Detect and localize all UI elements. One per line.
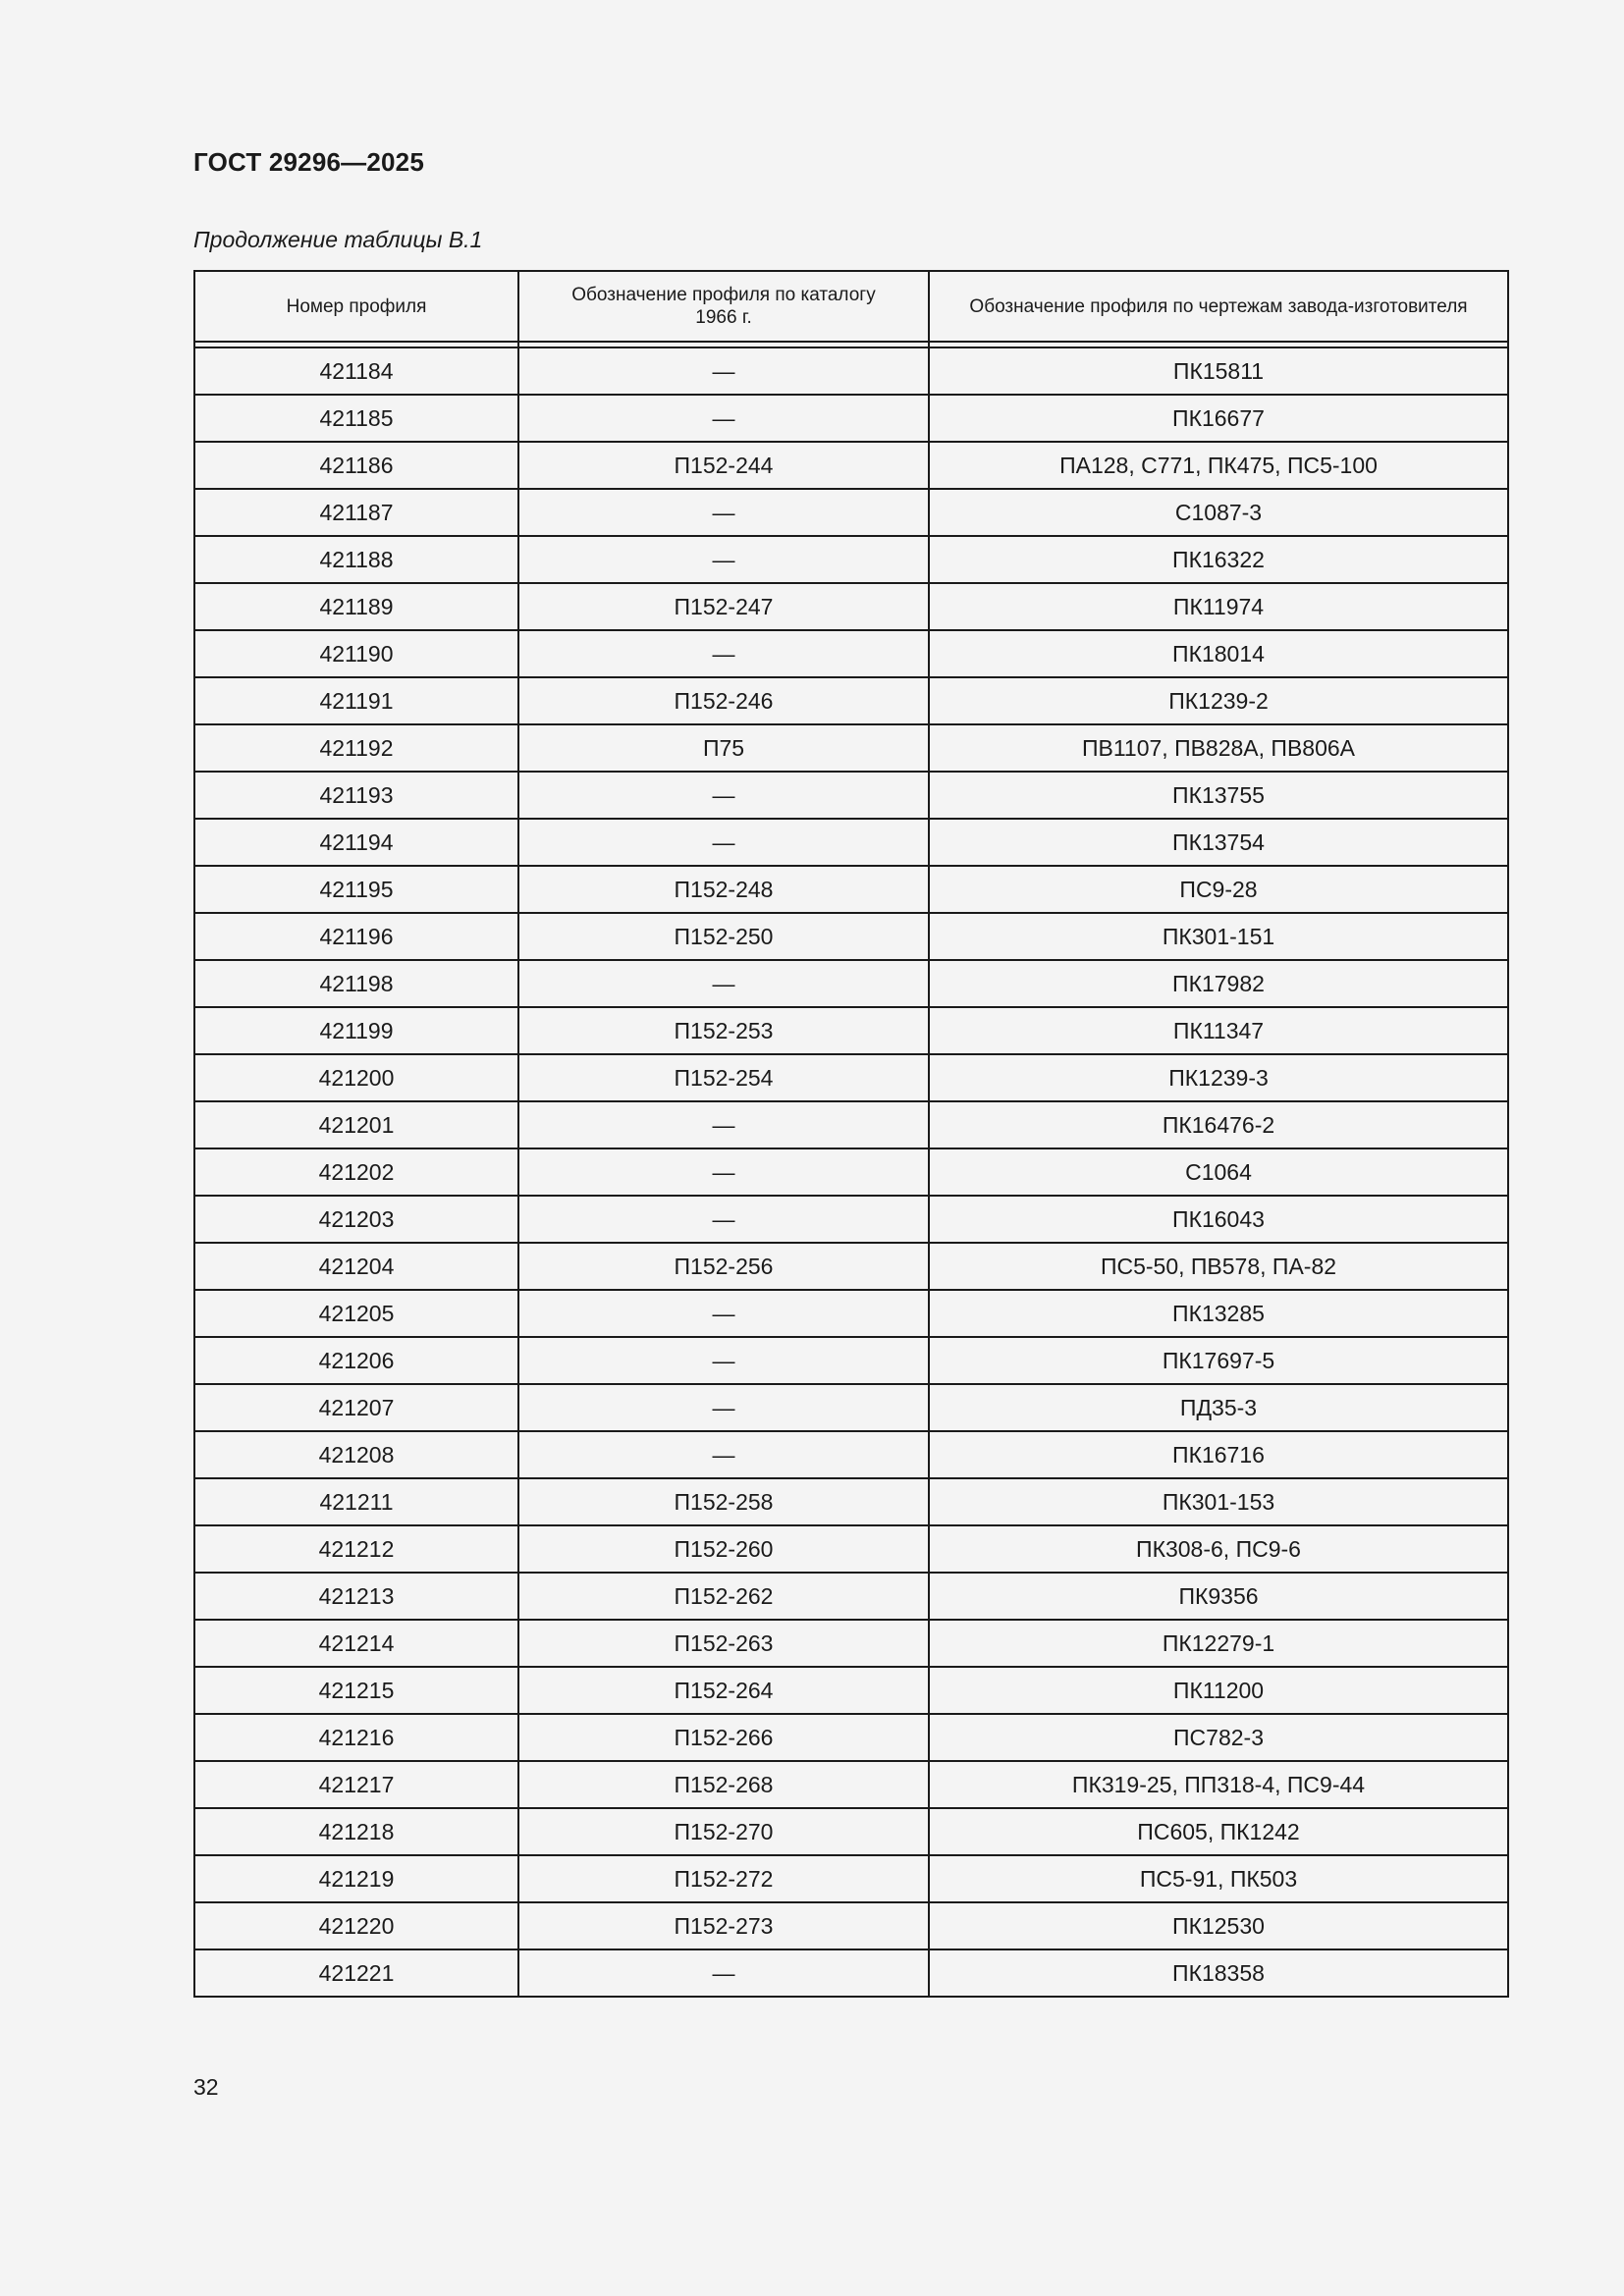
- cell-factory-designation: ПК17697-5: [929, 1337, 1508, 1384]
- cell-catalog-1966: П152-268: [518, 1761, 929, 1808]
- document-code: ГОСТ 29296—2025: [193, 147, 424, 177]
- cell-profile-number: 421205: [194, 1290, 518, 1337]
- cell-catalog-1966: —: [518, 347, 929, 395]
- cell-catalog-1966: —: [518, 630, 929, 677]
- cell-factory-designation: ПК9356: [929, 1573, 1508, 1620]
- cell-catalog-1966: П152-262: [518, 1573, 929, 1620]
- cell-catalog-1966: —: [518, 1290, 929, 1337]
- cell-factory-designation: ПК18014: [929, 630, 1508, 677]
- cell-factory-designation: ПД35-3: [929, 1384, 1508, 1431]
- cell-profile-number: 421217: [194, 1761, 518, 1808]
- table-row: [194, 1808, 1508, 1855]
- cell-factory-designation: ПК16043: [929, 1196, 1508, 1243]
- cell-profile-number: 421184: [194, 347, 518, 395]
- table-row: [194, 1290, 1508, 1337]
- cell-catalog-1966: —: [518, 1148, 929, 1196]
- cell-catalog-1966: П152-266: [518, 1714, 929, 1761]
- cell-profile-number: 421185: [194, 395, 518, 442]
- table-row: [194, 1761, 1508, 1808]
- cell-profile-number: 421195: [194, 866, 518, 913]
- table-row: [194, 677, 1508, 724]
- cell-factory-designation: ПА128, С771, ПК475, ПС5-100: [929, 442, 1508, 489]
- cell-factory-designation: ПК15811: [929, 347, 1508, 395]
- cell-factory-designation: ПК12279-1: [929, 1620, 1508, 1667]
- cell-catalog-1966: П75: [518, 724, 929, 772]
- cell-factory-designation: ПС5-91, ПК503: [929, 1855, 1508, 1902]
- table-row: [194, 819, 1508, 866]
- cell-factory-designation: ПК11200: [929, 1667, 1508, 1714]
- table-header: [194, 271, 1508, 342]
- table-row: [194, 1620, 1508, 1667]
- profile-table: [193, 270, 1509, 1998]
- cell-catalog-1966: —: [518, 772, 929, 819]
- cell-catalog-1966: —: [518, 1337, 929, 1384]
- table-row: [194, 866, 1508, 913]
- cell-profile-number: 421213: [194, 1573, 518, 1620]
- cell-catalog-1966: —: [518, 1196, 929, 1243]
- table-row: [194, 1101, 1508, 1148]
- cell-profile-number: 421189: [194, 583, 518, 630]
- table-row: [194, 960, 1508, 1007]
- cell-profile-number: 421208: [194, 1431, 518, 1478]
- cell-factory-designation: ПС5-50, ПВ578, ПА-82: [929, 1243, 1508, 1290]
- cell-factory-designation: ПК11974: [929, 583, 1508, 630]
- cell-catalog-1966: П152-260: [518, 1525, 929, 1573]
- table-row: [194, 489, 1508, 536]
- column-header-factory-drawings: [929, 271, 1508, 342]
- table-row: [194, 913, 1508, 960]
- cell-factory-designation: ПС782-3: [929, 1714, 1508, 1761]
- cell-factory-designation: ПК308-6, ПС9-6: [929, 1525, 1508, 1573]
- table-row: [194, 1714, 1508, 1761]
- cell-factory-designation: ПК301-153: [929, 1478, 1508, 1525]
- column-header-catalog-1966: [518, 271, 929, 342]
- cell-profile-number: 421202: [194, 1148, 518, 1196]
- cell-profile-number: 421214: [194, 1620, 518, 1667]
- cell-factory-designation: ПК13754: [929, 819, 1508, 866]
- cell-factory-designation: ПК16322: [929, 536, 1508, 583]
- table-row: [194, 347, 1508, 395]
- table-caption: Продолжение таблицы В.1: [193, 227, 483, 252]
- cell-profile-number: 421190: [194, 630, 518, 677]
- cell-profile-number: 421193: [194, 772, 518, 819]
- cell-profile-number: 421198: [194, 960, 518, 1007]
- cell-factory-designation: ПК319-25, ПП318-4, ПС9-44: [929, 1761, 1508, 1808]
- page-number: 32: [193, 2074, 219, 2100]
- table-row: [194, 1478, 1508, 1525]
- cell-catalog-1966: П152-273: [518, 1902, 929, 1949]
- cell-catalog-1966: П152-258: [518, 1478, 929, 1525]
- cell-profile-number: 421215: [194, 1667, 518, 1714]
- cell-catalog-1966: —: [518, 819, 929, 866]
- cell-profile-number: 421187: [194, 489, 518, 536]
- table-row: [194, 630, 1508, 677]
- cell-profile-number: 421219: [194, 1855, 518, 1902]
- cell-catalog-1966: П152-247: [518, 583, 929, 630]
- table-row: [194, 1243, 1508, 1290]
- cell-profile-number: 421200: [194, 1054, 518, 1101]
- cell-factory-designation: ПК16716: [929, 1431, 1508, 1478]
- table-row: [194, 1855, 1508, 1902]
- cell-factory-designation: ПК12530: [929, 1902, 1508, 1949]
- cell-profile-number: 421221: [194, 1949, 518, 1997]
- table-row: [194, 536, 1508, 583]
- cell-catalog-1966: —: [518, 1431, 929, 1478]
- cell-catalog-1966: П152-256: [518, 1243, 929, 1290]
- column-header-label: Обозначение профиля по каталогу 1966 г.: [571, 285, 876, 328]
- cell-profile-number: 421186: [194, 442, 518, 489]
- cell-profile-number: 421203: [194, 1196, 518, 1243]
- cell-catalog-1966: П152-263: [518, 1620, 929, 1667]
- cell-catalog-1966: —: [518, 395, 929, 442]
- column-header-profile-number: [194, 271, 518, 342]
- cell-profile-number: 421220: [194, 1902, 518, 1949]
- cell-factory-designation: ПК17982: [929, 960, 1508, 1007]
- cell-catalog-1966: —: [518, 1384, 929, 1431]
- cell-profile-number: 421204: [194, 1243, 518, 1290]
- cell-factory-designation: ПК301-151: [929, 913, 1508, 960]
- cell-profile-number: 421218: [194, 1808, 518, 1855]
- table-row: [194, 724, 1508, 772]
- cell-catalog-1966: П152-250: [518, 913, 929, 960]
- cell-factory-designation: С1087-3: [929, 489, 1508, 536]
- cell-profile-number: 421194: [194, 819, 518, 866]
- table-row: [194, 1525, 1508, 1573]
- cell-catalog-1966: —: [518, 1101, 929, 1148]
- table-row: [194, 1337, 1508, 1384]
- profile-table-container: [193, 270, 1507, 1998]
- cell-factory-designation: ПС605, ПК1242: [929, 1808, 1508, 1855]
- table-row: [194, 1949, 1508, 1997]
- cell-catalog-1966: П152-270: [518, 1808, 929, 1855]
- table-row: [194, 583, 1508, 630]
- cell-profile-number: 421188: [194, 536, 518, 583]
- cell-catalog-1966: П152-254: [518, 1054, 929, 1101]
- cell-profile-number: 421191: [194, 677, 518, 724]
- cell-factory-designation: ПК13755: [929, 772, 1508, 819]
- cell-profile-number: 421201: [194, 1101, 518, 1148]
- cell-factory-designation: ПК1239-2: [929, 677, 1508, 724]
- cell-catalog-1966: П152-272: [518, 1855, 929, 1902]
- cell-profile-number: 421216: [194, 1714, 518, 1761]
- cell-factory-designation: С1064: [929, 1148, 1508, 1196]
- table-row: [194, 772, 1508, 819]
- cell-factory-designation: ПК1239-3: [929, 1054, 1508, 1101]
- cell-factory-designation: ПК18358: [929, 1949, 1508, 1997]
- cell-factory-designation: ПК13285: [929, 1290, 1508, 1337]
- table-row: [194, 442, 1508, 489]
- table-row: [194, 1573, 1508, 1620]
- column-header-label: Обозначение профиля по чертежам завода-изготовителя: [969, 295, 1468, 317]
- table-row: [194, 1431, 1508, 1478]
- cell-factory-designation: ПК16476-2: [929, 1101, 1508, 1148]
- table-body: [194, 342, 1508, 1997]
- cell-catalog-1966: —: [518, 536, 929, 583]
- cell-factory-designation: ПВ1107, ПВ828А, ПВ806А: [929, 724, 1508, 772]
- table-row: [194, 395, 1508, 442]
- cell-profile-number: 421207: [194, 1384, 518, 1431]
- table-row: [194, 1007, 1508, 1054]
- cell-catalog-1966: —: [518, 489, 929, 536]
- cell-catalog-1966: П152-264: [518, 1667, 929, 1714]
- cell-factory-designation: ПК16677: [929, 395, 1508, 442]
- cell-profile-number: 421196: [194, 913, 518, 960]
- cell-catalog-1966: П152-244: [518, 442, 929, 489]
- table-row: [194, 1148, 1508, 1196]
- cell-profile-number: 421211: [194, 1478, 518, 1525]
- table-row: [194, 1196, 1508, 1243]
- header-row: [194, 271, 1508, 342]
- cell-profile-number: 421199: [194, 1007, 518, 1054]
- table-row: [194, 1902, 1508, 1949]
- table-row: [194, 1384, 1508, 1431]
- table-row: [194, 1667, 1508, 1714]
- cell-catalog-1966: —: [518, 1949, 929, 1997]
- cell-catalog-1966: П152-246: [518, 677, 929, 724]
- cell-factory-designation: ПК11347: [929, 1007, 1508, 1054]
- table-row: [194, 1054, 1508, 1101]
- cell-profile-number: 421212: [194, 1525, 518, 1573]
- cell-catalog-1966: П152-248: [518, 866, 929, 913]
- cell-profile-number: 421206: [194, 1337, 518, 1384]
- cell-profile-number: 421192: [194, 724, 518, 772]
- cell-factory-designation: ПС9-28: [929, 866, 1508, 913]
- cell-catalog-1966: —: [518, 960, 929, 1007]
- column-header-label: Номер профиля: [286, 295, 427, 317]
- cell-catalog-1966: П152-253: [518, 1007, 929, 1054]
